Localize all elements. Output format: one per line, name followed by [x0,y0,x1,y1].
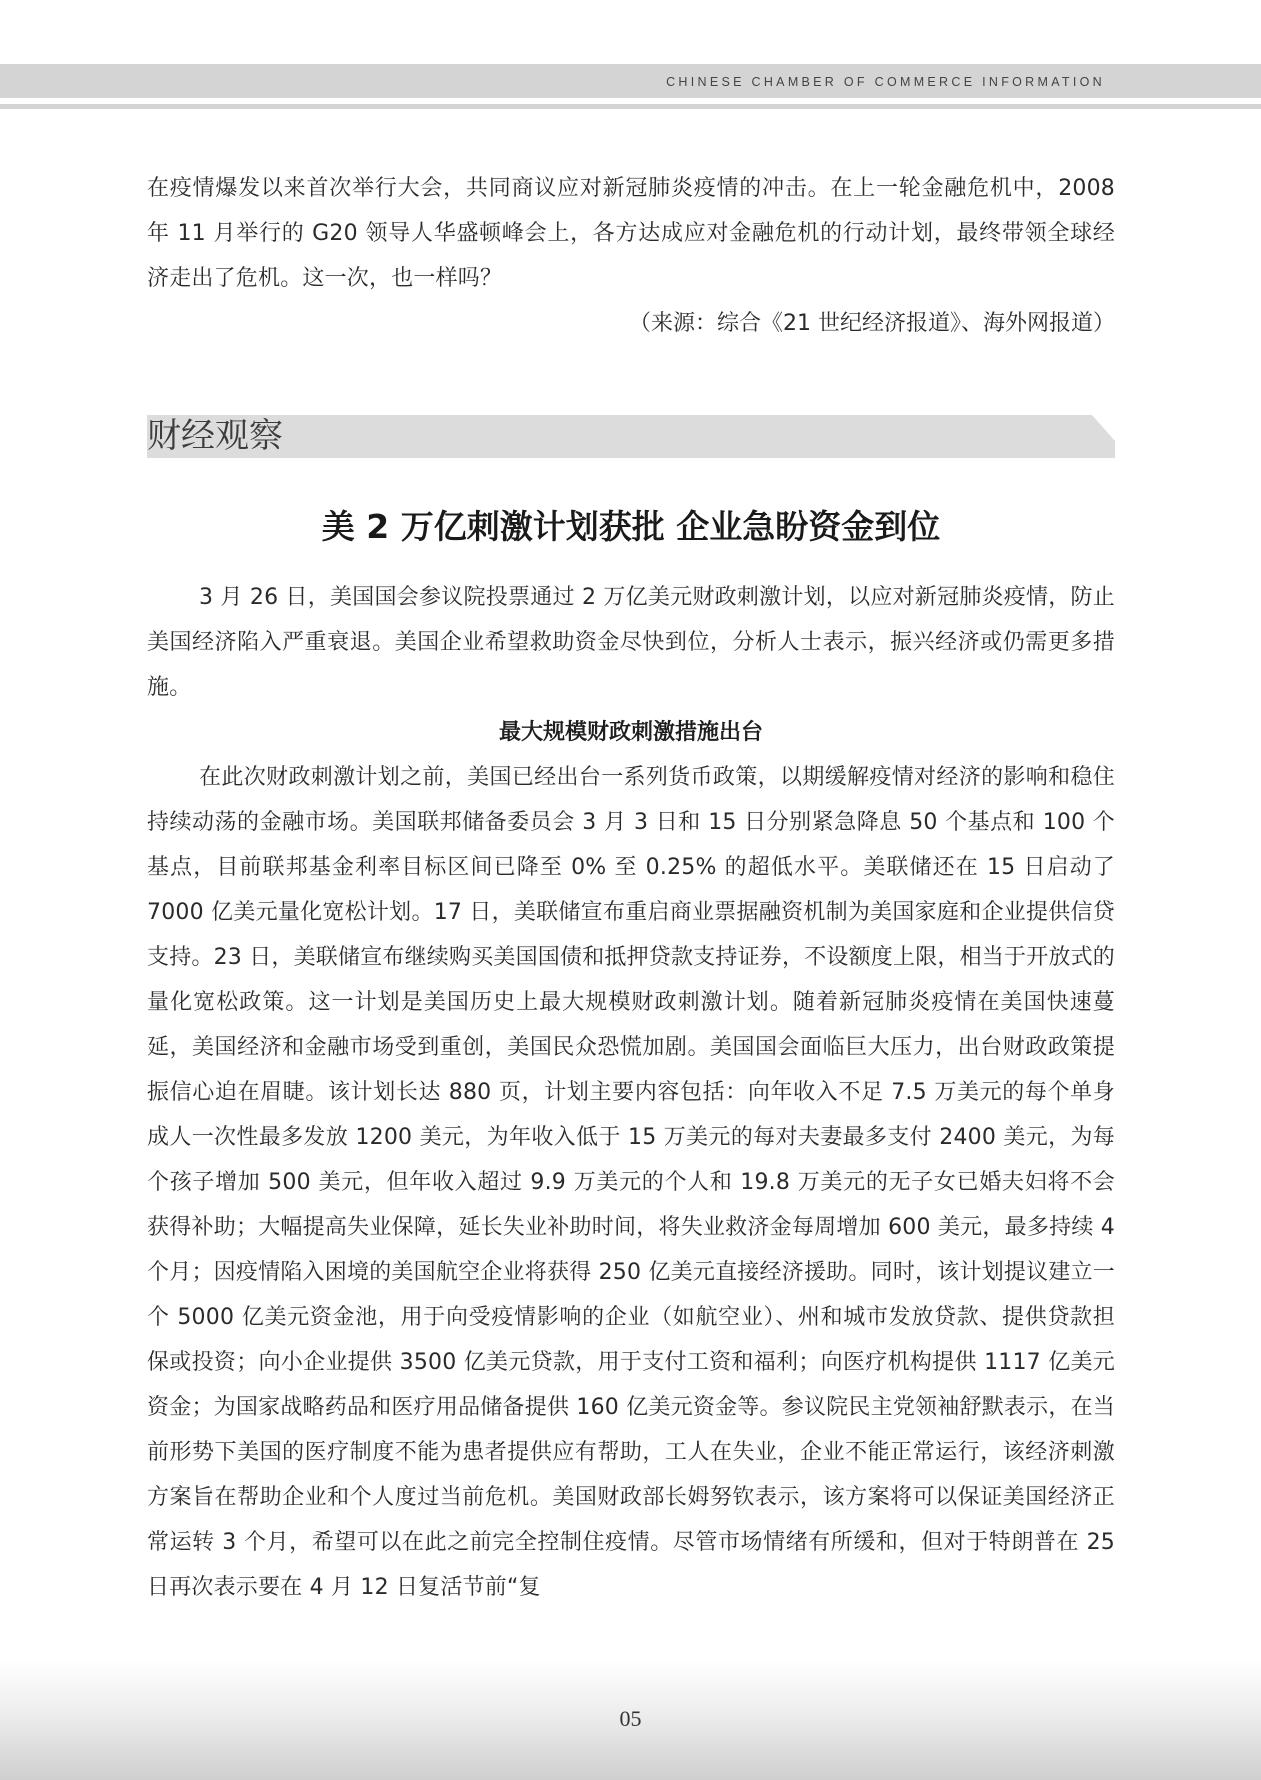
header-rule [0,104,1261,109]
page-number: 05 [619,1706,642,1731]
intro-block [147,166,1115,301]
article-paragraph: 在此次财政刺激计划之前，美国已经出台一系列货币政策，以期缓解疫情对经济的影响和稳住持续动荡的金融市场。美国联邦储备委员会 3 月 3 日和 15 日分别紧急降息 50 个基点和 100 个基点，目前联邦基金利率目标区间已降至 0% 至 0.25% 的超低水平。美联储还在 15 日启动了 7000 亿美元量化宽松计划。17 日，美联储宣布重启商业票据融资机制为美国家庭和企业提供信贷支持。23 日，美联储宣布继续购买美国国债和抵押贷款支持证券，不设额度上限，相当于开放式的量化宽松政策。这一计划是美国历史上最大规模财政刺激计划。随着新冠肺炎疫情在美国快速蔓延，美国经济和金融市场受到重创，美国民众恐慌加剧。美国国会面临巨大压力，出台财政政策提振信心迫在眉睫。该计划长达 880 页，计划主要内容包括：向年收入不足 7.5 万美元的每个单身成人一次性最多发放 1200 美元，为年收入低于 15 万美元的每对夫妻最多支付 2400 美元，为每个孩子增加 500 美元，但年收入超过 9.9 万美元的个人和 19.8 万美元的无子女已婚夫妇将不会获得补助；大幅提高失业保障，延长失业补助时间，将失业救济金每周增加 600 美元，最多持续 4 个月；因疫情陷入困境的美国航空企业将获得 250 亿美元直接经济援助。同时，该计划提议建立一个 5000 亿美元资金池，用于向受疫情影响的企业（如航空业）、州和城市发放贷款、提供贷款担保或投资；向小企业提供 3500 亿美元贷款，用于支付工资和福利；向医疗机构提供 1117 亿美元资金；为国家战略药品和医疗用品储备提供 160 亿美元资金等。参议院民主党领袖舒默表示，在当前形势下美国的医疗制度不能为患者提供应有帮助，工人在失业，企业不能正常运行，该经济刺激方案旨在帮助企业和个人度过当前危机。美国财政部长姆努钦表示，该方案将可以保证美国经济正常运转 3 个月，希望可以在此之前完全控制住疫情。尽管市场情绪有所缓和，但对于特朗普在 25 日再次表示要在 4 月 12 日复活节前“复 [147,765,1115,1600]
article-body [147,575,1115,1610]
section-banner [147,415,1115,458]
article-paragraph: 3 月 26 日，美国国会参议院投票通过 2 万亿美元财政刺激计划，以应对新冠肺炎疫情，防止美国经济陷入严重衰退。美国企业希望救助资金尽快到位，分析人士表示，振兴经济或仍需更多措施。 [147,585,1115,700]
publication-name: CHINESE CHAMBER OF COMMERCE INFORMATION [666,75,1105,89]
article-subheading: 最大规模财政刺激措施出台 [498,720,763,745]
article-title: 美 2 万亿刺激计划获批 企业急盼资金到位 [321,507,941,546]
intro-paragraph: 在疫情爆发以来首次举行大会，共同商议应对新冠肺炎疫情的冲击。在上一轮金融危机中，2008 年 11 月举行的 G20 领导人华盛顿峰会上，各方达成应对金融危机的行动计划，最终带领全球经济走出了危机。这一次，也一样吗？ [147,176,1115,291]
section-title: 财经观察 [147,416,283,456]
source-citation: （来源：综合《21 世纪经济报道》、海外网报道） [629,311,1115,336]
